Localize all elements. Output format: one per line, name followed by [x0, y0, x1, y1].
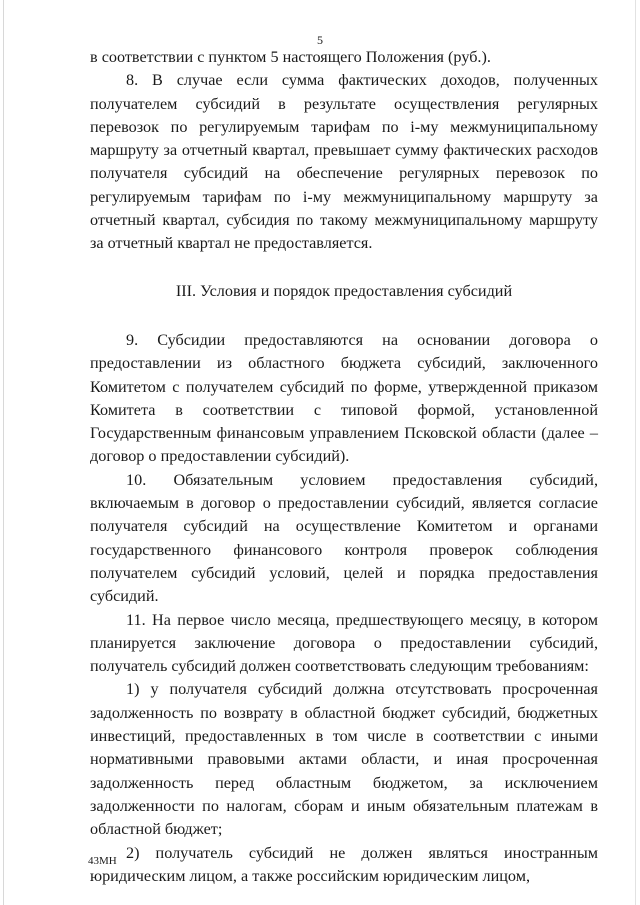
footer-document-code: 43МН [88, 855, 117, 867]
paragraph-10: 10. Обязательным условием предоставления субсидий, включаемым в договор о предоставлении субсидий, является согласие получателя субсидий на осуществление Комитетом и органами государственного финансового контроля проверок соблюдения получателем субсидий условий, целей и порядка предоставления субсидий. [90, 470, 598, 606]
document-body [90, 46, 598, 888]
section-title: III. Условия и порядок предоставления субсидий [175, 281, 513, 300]
page-edge-right [635, 0, 636, 905]
paragraph-continuation: в соответствии с пунктом 5 настоящего Положения (руб.). [90, 48, 491, 66]
paragraph-8: 8. В случае если сумма фактических доходов, полученных получателем субсидий в результате осуществления регулярных перевозок по регулируемым тарифам по і-му межмуниципальному маршруту за отчетный квартал, превышает сумму фактических расходов получателя субсидий на обеспечение регулярных перевозок по регулируемым тарифам по і-му межмуниципальному маршруту за отчетный квартал, субсидия по такому межмуниципальному маршруту за отчетный квартал не предоставляется. [90, 71, 598, 253]
paragraph-11: 11. На первое число месяца, предшествующего месяцу, в котором планируется заключение договора о предоставлении субсидий, получатель субсидий должен соответствовать следующим требованиям: [90, 610, 598, 676]
page-edge-left [3, 0, 4, 905]
paragraph-9: 9. Субсидии предоставляются на основании договора о предоставлении из областного бюджета субсидий, заключенного Комитетом с получателем субсидий по форме, утвержденной приказом Комитета в соответствии с типовой формой, установленной Государственным финансовым управлением Псковской области (далее – договор о предоставлении субсидий). [90, 330, 598, 466]
page-number: 5 [317, 33, 323, 47]
paragraph-11-item-2: 2) получатель субсидий не должен являться иностранным юридическим лицом, а также российским юридическим лицом, [90, 843, 598, 885]
paragraph-11-item-1: 1) у получателя субсидий должна отсутствовать просроченная задолженность по возврату в областной бюджет субсидий, бюджетных инвестиций, предоставленных в том числе в соответствии с иными нормативными правовыми актами области, и иная просроченная задолженность перед областным бюджетом, за исключением задолженности по налогам, сборам и иным обязательным платежам в областной бюджет; [90, 680, 598, 839]
